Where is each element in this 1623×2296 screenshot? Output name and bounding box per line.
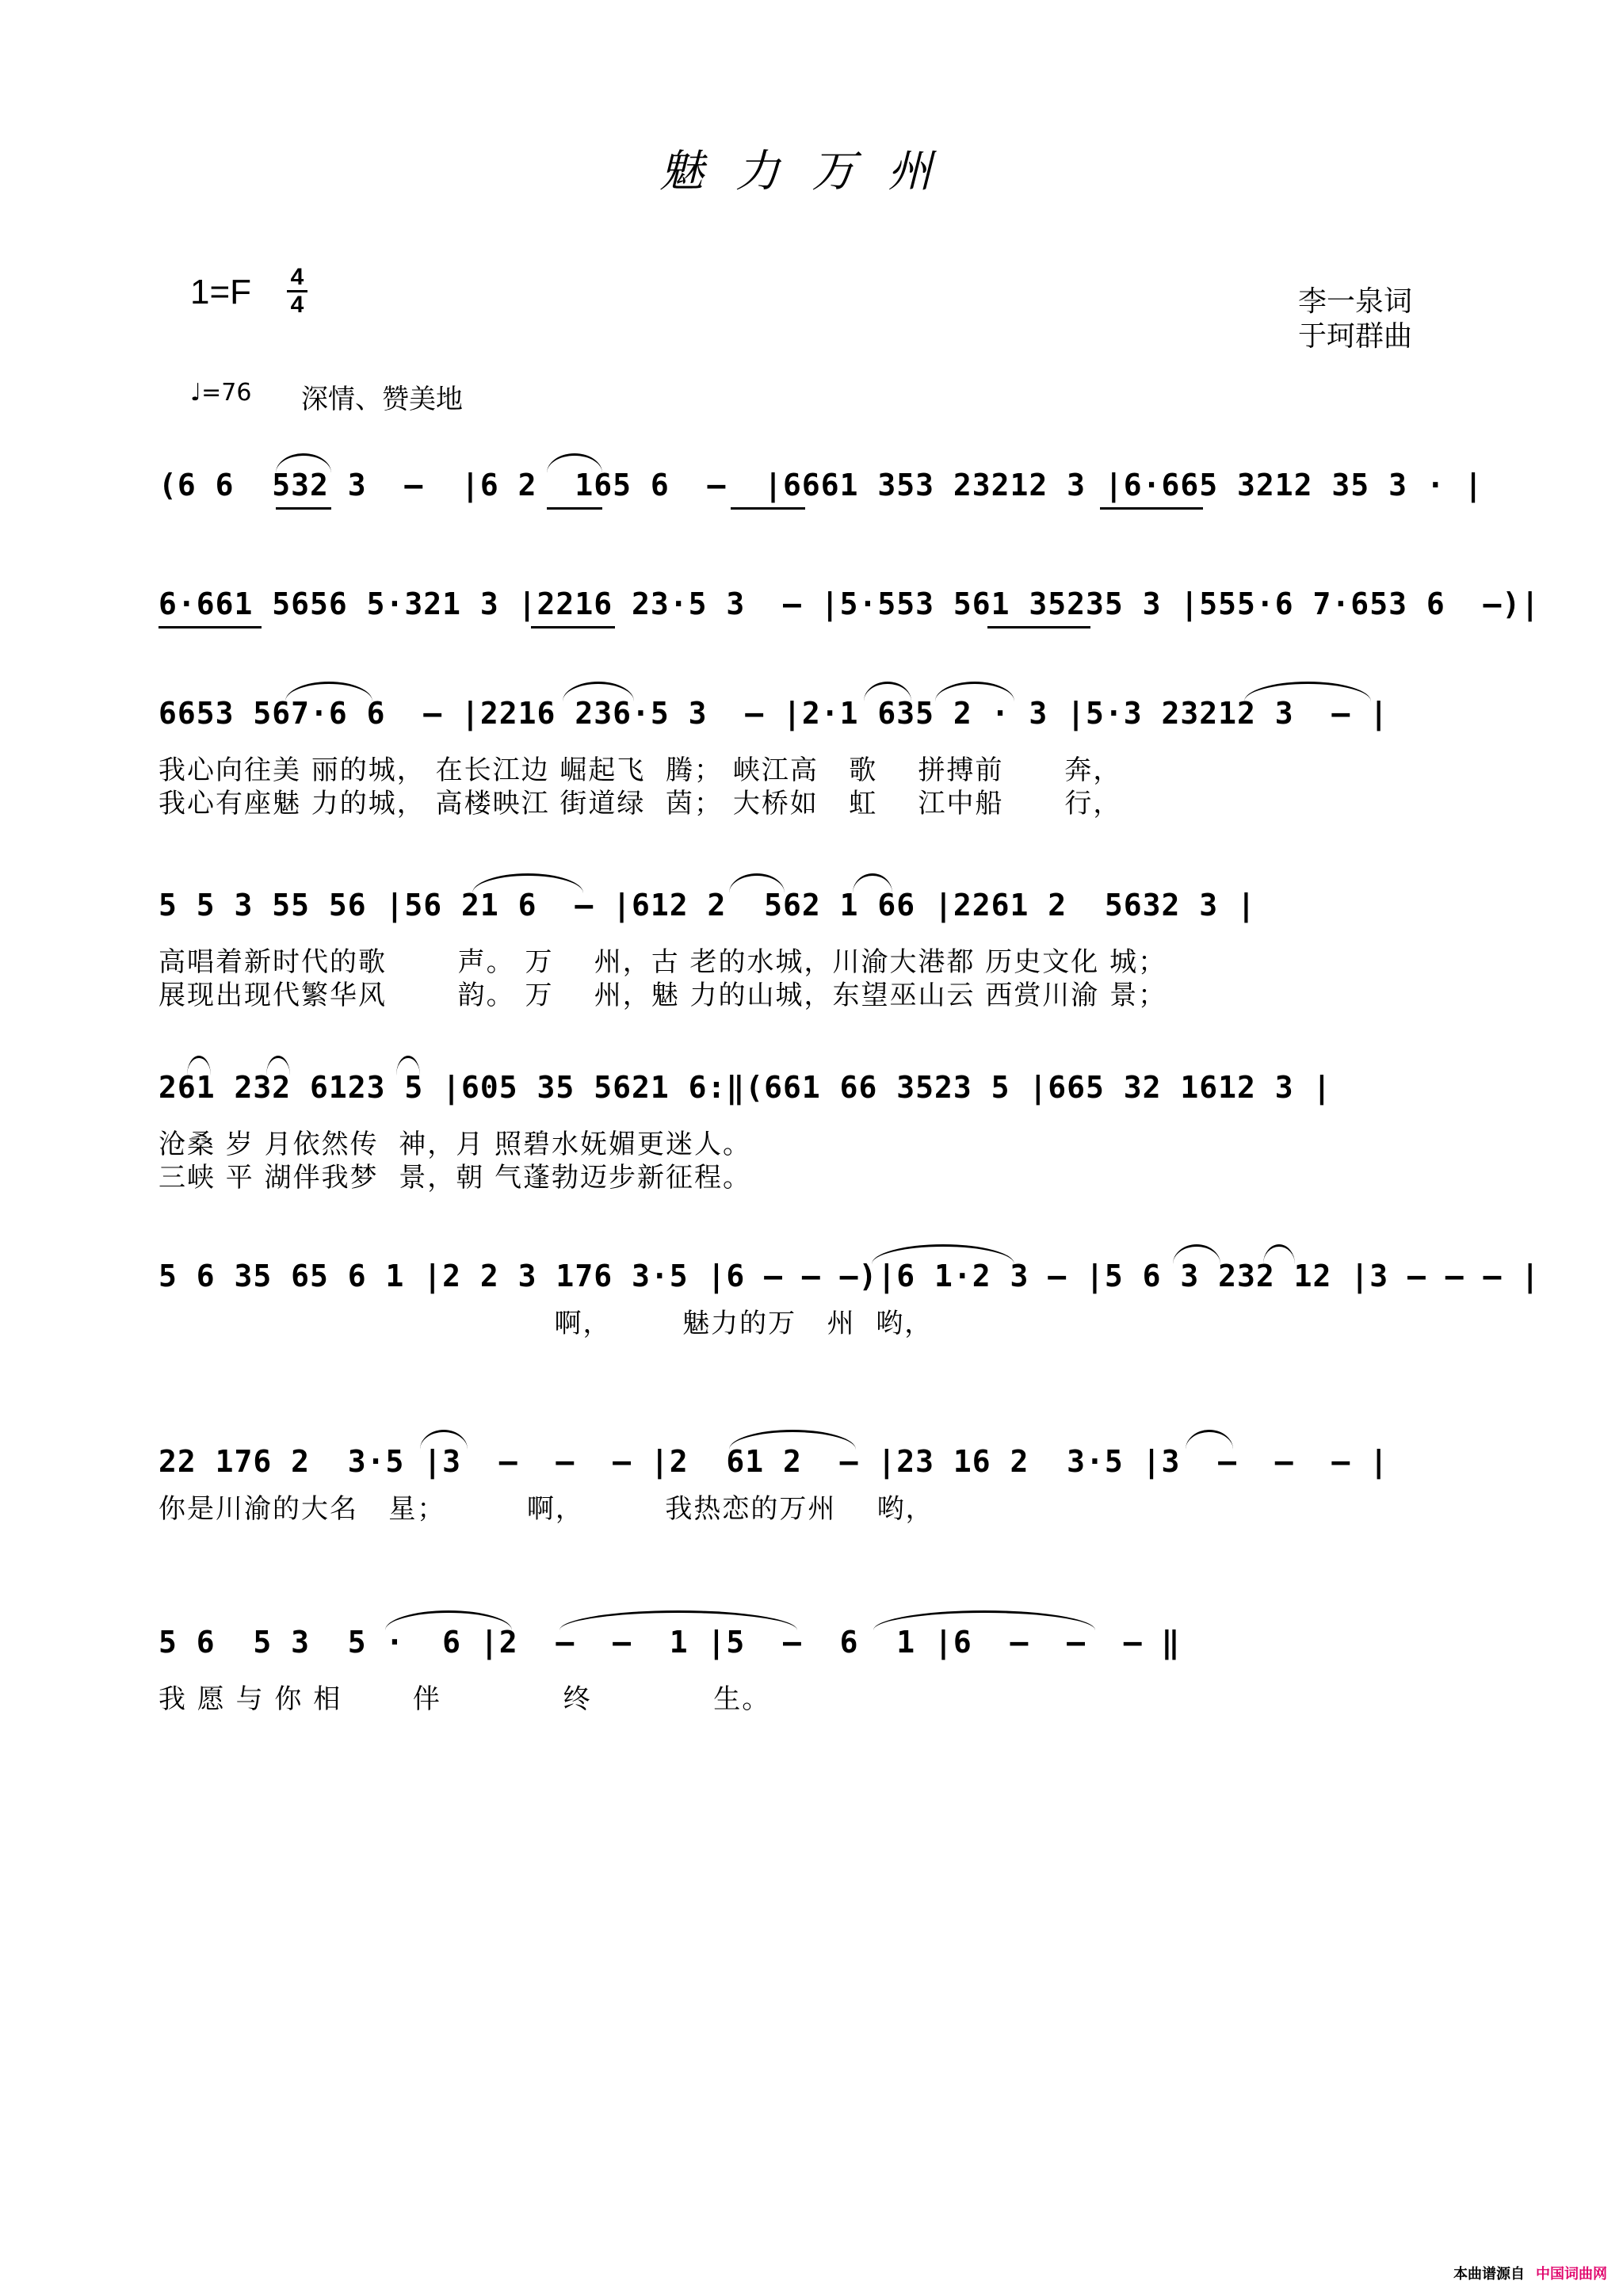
beam-line — [158, 626, 262, 628]
lyric-line: 你是川渝的大名 星； 啊， 我热恋的万州 哟， — [158, 1493, 934, 1525]
beam-line — [731, 507, 805, 510]
notation-line: 6653 567·6 6 – |2216 236·5 3 – |2·1 635 2 · 3 |5·3 23212 3 – | — [158, 696, 1389, 731]
beam-line — [531, 626, 615, 628]
slur — [285, 682, 372, 701]
beam-line — [547, 507, 602, 510]
slur — [1244, 682, 1371, 701]
notation-line: 6·661 5656 5·321 3 |2216 23·5 3 – |5·553 561 35235 3 |555·6 7·653 6 –)| — [158, 586, 1541, 621]
lyric-verse-1: 高唱着新时代的歌 声。 万 州，古 老的水城，川渝大港都 历史文化 城； — [158, 946, 1167, 978]
time-signature-top: 4 — [290, 264, 304, 290]
lyric-line: 我 愿 与 你 相 伴 终 生。 — [158, 1683, 771, 1715]
slur — [563, 682, 634, 701]
slur — [385, 1610, 512, 1630]
footer-source-text: 本曲谱源自 — [1453, 2266, 1525, 2283]
slur — [559, 1610, 797, 1630]
expression-marking: 深情、赞美地 — [301, 384, 463, 415]
slur — [187, 1056, 211, 1075]
slur — [420, 1430, 468, 1450]
slur — [873, 1610, 1095, 1630]
lyric-verse-2: 三峡 平 湖伴我梦 景，朝 气蓬勃迈步新征程。 — [158, 1162, 752, 1194]
tempo-marking: ♩=76 — [190, 379, 252, 407]
notation-line: (6 6 532 3 – |6 2 165 6 – |6661 353 23212 3 |6·665 3212 35 3 · | — [158, 468, 1484, 502]
footer-site-name[interactable]: 中国词曲网 — [1536, 2266, 1607, 2283]
lyric-verse-2: 展现出现代繁华风 韵。 万 州，魅 力的山城，东望巫山云 西赏川渝 景； — [158, 980, 1167, 1011]
slur — [872, 1244, 1014, 1264]
lyric-verse-1: 沧桑 岁 月依然传 神，月 照碧水妩媚更迷人。 — [158, 1129, 752, 1160]
slur — [1173, 1244, 1220, 1264]
beam-line — [276, 507, 331, 510]
song-title: 魅力万州 — [659, 146, 964, 197]
slur — [864, 682, 911, 701]
slur — [935, 682, 1014, 701]
triplet-slur — [547, 453, 602, 473]
beam-line — [987, 626, 1090, 628]
slur — [1263, 1244, 1295, 1264]
slur — [396, 1056, 420, 1075]
lyricist-credit: 李一泉词 — [1298, 285, 1413, 318]
triplet-slur — [276, 453, 331, 473]
lyric-verse-2: 我心有座魅 力的城， 高楼映江 街道绿 茵； 大桥如 虹 江中船 行， — [158, 788, 1122, 819]
notation-line: 5 6 35 65 6 1 |2 2 3 176 3·5 |6 – – –)|6 1·2 3 – |5 6 3 232 12 |3 – – – | — [158, 1259, 1541, 1293]
lyric-verse-1: 我心向往美 丽的城， 在长江边 崛起飞 腾； 峡江高 歌 拼搏前 奔， — [158, 755, 1122, 786]
time-signature — [285, 265, 309, 318]
beam-line — [1100, 507, 1203, 510]
notation-line: 5 5 3 55 56 |56 21 6 – |612 2 562 1 66 |2261 2 5632 3 | — [158, 888, 1256, 923]
notation-line: 261 232 6123 5 |605 35 5621 6:‖(661 66 3523 5 |665 32 1612 3 | — [158, 1070, 1332, 1105]
notation-line: 5 6 5 3 5 · 6 |2 – – 1 |5 – 6 1 |6 – – – ‖ — [158, 1625, 1181, 1660]
slur — [1186, 1430, 1233, 1450]
notation-line: 22 176 2 3·5 |3 – – – |2 61 2 – |23 16 2 3·5 |3 – – – | — [158, 1444, 1389, 1479]
key-signature: 1=F — [190, 273, 252, 311]
slur — [472, 873, 583, 893]
slur — [266, 1056, 290, 1075]
slur — [729, 873, 785, 893]
slur — [729, 1430, 856, 1450]
source-footer — [1453, 2263, 1607, 2283]
lyric-line: 啊， 魅力的万 州 哟， — [158, 1308, 934, 1339]
time-signature-bottom: 4 — [290, 292, 304, 318]
slur — [853, 873, 892, 893]
composer-credit: 于珂群曲 — [1298, 320, 1413, 353]
